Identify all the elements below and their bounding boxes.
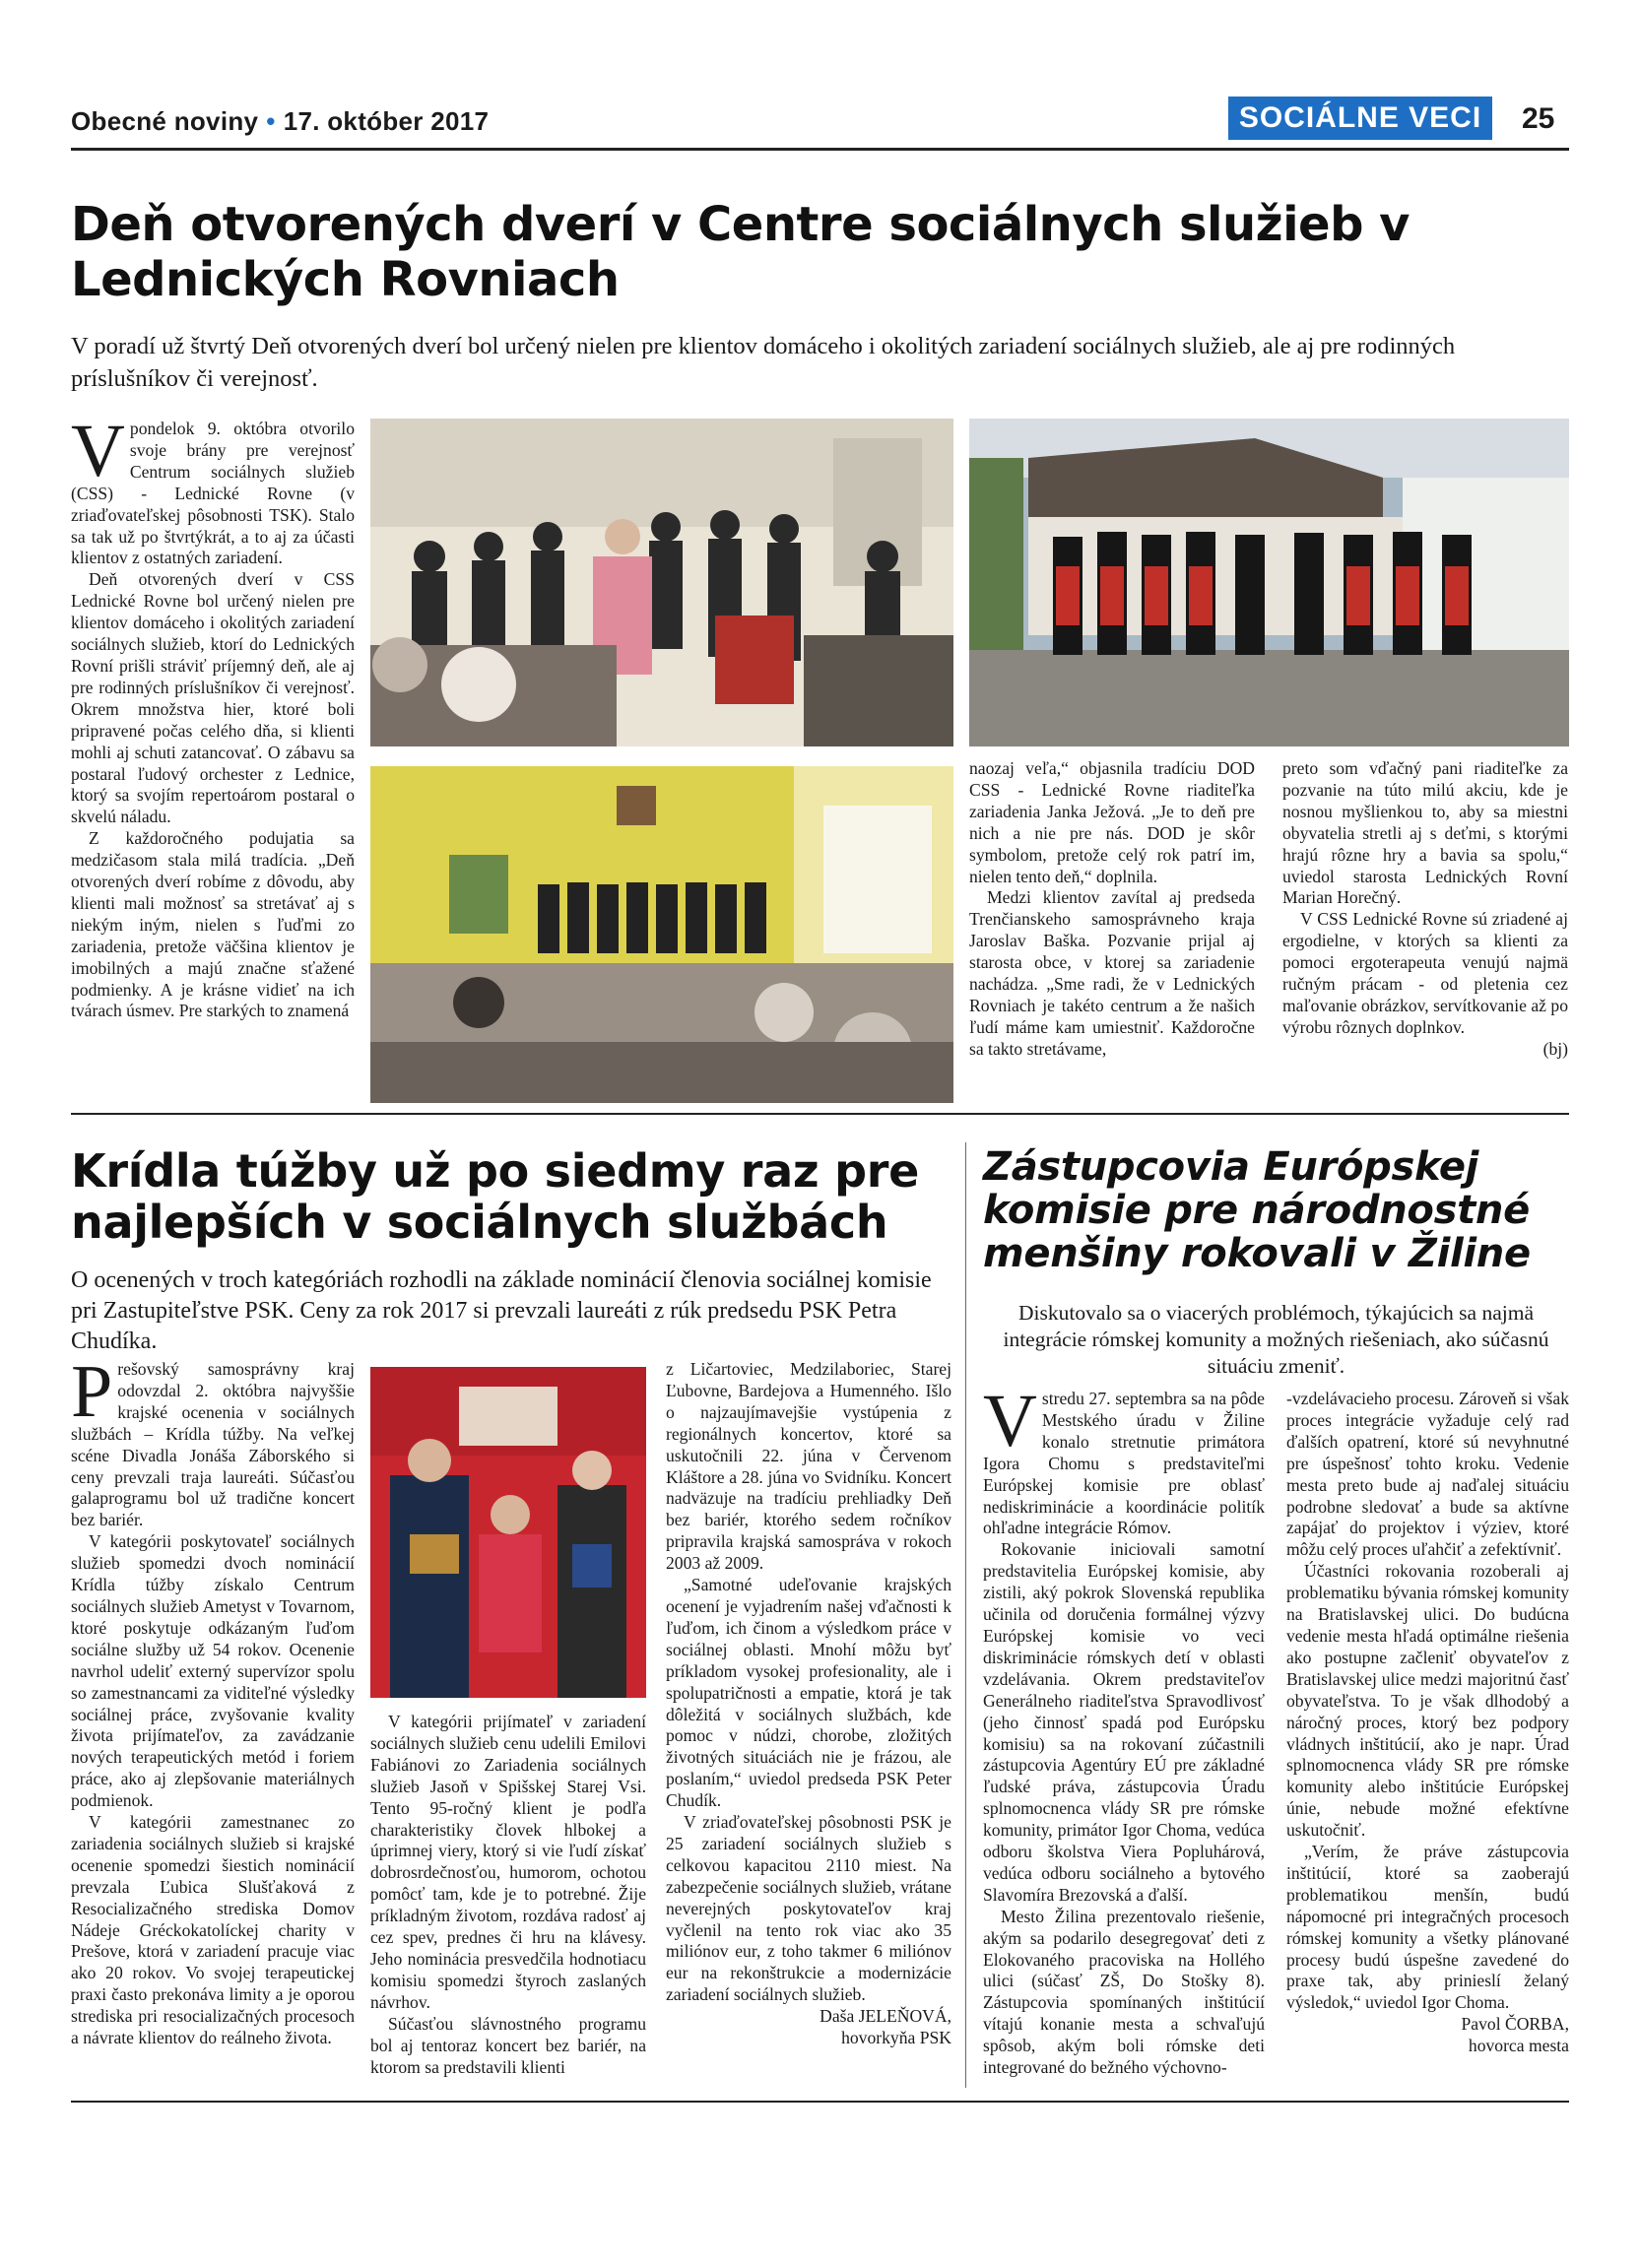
article2-signature-role: hovorkyňa PSK xyxy=(841,2028,951,2048)
article2-column-3 xyxy=(666,1359,951,2093)
article1-paragraph: Medzi klientov zavítal aj predseda Trenčianskeho samosprávneho kraja Jaroslav Baška. Pozvanie prijal aj starosta obce, v ktorej sa zariadenie nachádza. „Sme radi, že v Lednických Rovniach je takéto centrum a že našich ľudí máme kam umiestniť. Každoročne sa takto stretávame, xyxy=(969,887,1255,1059)
article2-paragraph: Súčasťou slávnostného programu bol aj tentoraz koncert bez bariér, na ktorom sa predstavili klienti xyxy=(370,2013,646,2077)
article1-paragraph: preto som vďačný pani riaditeľke za pozvanie na túto milú akciu, kde je nosnou myšlienkou to, aby sa miestni obyvatelia stretli aj s deťmi, s ktorými hrajú rôzne hry a bavia sa spolu,“ uviedol starosta Lednických Rovní Marian Horečný. xyxy=(1282,758,1568,908)
article3-lead: Diskutovalo sa o viacerých problémoch, týkajúcich sa najmä integrácie rómskej komunity a možných riešeniach, ako súčasnú situáciu zmeniť. xyxy=(1003,1301,1549,1378)
article3-signature-name: Pavol ČORBA, xyxy=(1461,2014,1569,2035)
article2-paragraph: V kategórii prijímateľ v zariadení sociálnych služieb cenu udelili Emilovi Fabiánovi zo Zariadenia sociálnych služieb Jasoň v Spišskej Starej Vsi. Tento 95-ročný klient je podľa charakteristiky človek hlbokej a úprimnej viery, ktorý si vie ľudí získať dobrosrdečnosťou, humorom, ochotou pomôcť tam, kde je to potrebné. Žije príkladným životom, rozdáva radosť aj cez spev, prednes či hru na klávesy. Jeho nominácia presvedčila hodnotiacu komisiu spomedzi štyroch zaslaných návrhov. xyxy=(370,1712,646,2012)
article2-paragraph: V zriaďovateľskej pôsobnosti PSK je 25 zariadení sociálnych služieb s celkovou kapacitou 2110 miest. Na zabezpečenie sociálnych služieb, vrátane neverejných poskytovateľov kraj vyčlenil na tento rok viac ako 35 miliónov eur, z toho takmer 6 miliónov eur na rekonštrukcie a modernizácie zariadení sociálnych služieb. xyxy=(666,1812,951,2005)
article3-column-1 xyxy=(983,1389,1265,2093)
article3-title: Zástupcovia Európskej komisie pre národnostné menšiny rokovali v Žiline xyxy=(983,1144,1531,1276)
article1-paragraph: Vpondelok 9. októbra otvorilo svoje brány pre verejnosť Centrum sociálnych služieb (CSS) - Lednické Rovne (v zriaďovateľskej pôsobnosti TSK). Stalo sa tak už po štvrtýkrát, a to aj za účasti klientov z ostatných zariadení. xyxy=(71,419,355,568)
page-number: 25 xyxy=(1522,102,1555,135)
article3-paragraph: Účastníci rokovania rozoberali aj problematiku bývania rómskej komunity na Bratislavskej ulici. Do budúcna vedenie mesta hľadá optimálne riešenia ako postupne začleniť obyvateľov z Bratislavskej ulice medzi majoritnú časť obyvateľstva. To je však dlhodobý a náročný proces, ktorý bez podpory vládnych inštitúcií, ako je napr. Úrad splnomocnenca vlády SR pre rómske komunity alebo inštitúcie Európskej únie, nebude možné efektívne uskutočniť. xyxy=(1286,1561,1569,1841)
article1-paragraph: naozaj veľa,“ objasnila tradíciu DOD CSS - Lednické Rovne riaditeľka zariadenia Janka Ježová. „Je to deň pre nich a nie pre nás. DOD je skôr symbolom, pretože celý rok patrí im, nielen tento deň,“ doplnila. xyxy=(969,758,1255,886)
dropcap: P xyxy=(71,1359,113,1433)
article1-paragraph: Deň otvorených dverí v CSS Lednické Rovne bol určený nielen pre klientov domáceho i okolitých zariadení sociálnych služieb, ktorí do Lednických Rovní prišli stráviť príjemný deň, ale aj pre rodinných príslušníkov či verejnosť. Okrem množstva hier, ktoré boli pripravené počas celého dňa, si klienti mohli aj schuti zatancovať. O zábavu sa postaral ľudový orchester z Lednice, ktorý sa svojím repertoárom postaral o skvelú náladu. xyxy=(71,569,355,827)
article3-signature-role: hovorca mesta xyxy=(1468,2036,1569,2056)
article1-column-3 xyxy=(1282,758,1568,1103)
folk-singers-indoor-photo xyxy=(370,419,953,746)
article2-title: Krídla túžby už po siedmy raz pre najlepších v sociálnych službách xyxy=(71,1144,920,1249)
article2-paragraph: „Samotné udeľovanie krajských ocenení je vyjadrením našej vďačnosti k ľuďom, ich činom a výsledkom práce v sociálnej oblasti. Mnohí môžu byť príkladom vysokej profesionality, ale i spolupatričnosti a empatie, ktorá je tak dôležitá v sociálnych službách, kde pomoc v núdzi, chorobe, zložitých životných situáciách nie je frázou, ale poslaním,“ uviedol predseda PSK Peter Chudík. xyxy=(666,1575,951,1811)
article2-lead: O ocenených v troch kategóriách rozhodli na základe nominácií členovia sociálnej komisie pri Zastupiteľstve PSK. Ceny za rok 2017 si prevzali laureáti z rúk predsedu PSK Petra Chudíka. xyxy=(71,1267,932,1354)
separator-dot: • xyxy=(266,106,276,136)
concert-hall-photo xyxy=(370,766,953,1103)
section-rule xyxy=(71,1113,1569,1115)
article3-paragraph: Vstredu 27. septembra sa na pôde Mestského úradu v Žiline konalo stretnutie primátora Igora Chomu s predstaviteľmi Európskej komisie pre oblasť nediskriminácie a koordinácie politík ohľadne integrácie Rómov. xyxy=(983,1389,1265,1538)
award-laureates-photo xyxy=(370,1367,646,1698)
issue-date: 17. október 2017 xyxy=(283,106,490,136)
article2-paragraph: Prešovský samosprávny kraj odovzdal 2. októbra najvyššie krajské ocenenia v sociálnych službách – Krídla túžby. Na veľkej scéne Divadla Jonáša Záborského si ceny prevzali traja laureáti. Súčasťou galaprogramu bol už tradične koncert bez bariér. xyxy=(71,1359,355,1530)
dropcap: V xyxy=(71,419,125,492)
article1-column-1 xyxy=(71,419,355,1103)
article2-signature-name: Daša JELEŇOVÁ, xyxy=(820,2006,951,2027)
article2-column-1 xyxy=(71,1359,355,2093)
article3-column-2 xyxy=(1286,1389,1569,2093)
article2-paragraph: V kategórii zamestnanec zo zariadenia sociálnych služieb si krajské ocenenie spomedzi šiestich nominácií prevzala Ľubica Slušťaková z Resocializačného strediska Domov Nádeje Gréckokatolíckej charity v Prešove, ktorá v zariadení pracuje viac ako 20 rokov. Vo svojej terapeutickej praxi často prekonáva limity a je oporou strediska pri resocializačných procesoch a návrate klientov do reálneho života. xyxy=(71,1812,355,2048)
article1-column-2 xyxy=(969,758,1255,1103)
article1-paragraph: Z každoročného podujatia sa medzičasom stala milá tradícia. „Deň otvorených dverí robíme z dôvodu, aby klienti mali možnosť sa stretávať aj s niekým iným, nielen s ľuďmi zo zariadenia, pretože väčšina klientov je imobilných a majú značne sťažené podmienky. A je krásne vidieť na ich tvárach úsmev. Pre starkých to znamená xyxy=(71,828,355,1021)
article1-lead: V poradí už štvrtý Deň otvorených dverí bol určený nielen pre klientov domáceho i okolitých zariadení sociálnych služieb, ale aj pre rodinných príslušníkov či verejnosť. xyxy=(71,333,1456,392)
header-rule xyxy=(71,148,1569,151)
article1-paragraph: V CSS Lednické Rovne sú zriadené aj ergodielne, v ktorých sa klienti za pomoci ergoterapeuta venujú najmä ručným prácam - od pletenia cez maľovanie obrázkov, servítkovanie až po výrobu rôznych doplnkov. xyxy=(1282,909,1568,1037)
photo-caption-column xyxy=(370,1712,646,2096)
article2-paragraph: z Ličartoviec, Medzilaboriec, Starej Ľubovne, Bardejova a Humenného. Išlo o najzaujímavejšie vystúpenia z regionálnych koncertov, ktoré sa uskutočnili 22. júna v Červenom Kláštore a 28. júna vo Svidníku. Koncert nadväzuje na tradíciu prehliadky Deň bez bariér, ktorého sedem ročníkov pripravila krajská samospráva v rokoch 2003 až 2009. xyxy=(666,1359,951,1574)
article1-title: Deň otvorených dverí v Centre sociálnych služieb v Lednických Rovniach xyxy=(71,197,1410,307)
footer-rule xyxy=(71,2101,1569,2103)
article3-paragraph: „Verím, že práve zástupcovia inštitúcií, ktoré sa zaoberajú problematikou menšín, budú nápomocné pri integračných procesoch rómskej komunity a všetky plánované procesy budú úspešne zavedené do praxe tak, aby prinieslí želaný výsledok,“ uviedol Igor Choma. xyxy=(1286,1842,1569,2013)
masthead xyxy=(71,106,489,137)
article2-paragraph: V kategórii poskytovateľ sociálnych služieb spomedzi dvoch nominácií Krídla túžby získalo Centrum sociálnych služieb Ametyst v Tovarnom, ktoré poskytuje odkázaným ľuďom sociálne služby už 54 rokov. Ocenenie navrhol udeliť externý supervízor spolu so zamestnancami za viditeľné výsledky sociálnej práce, zvyšovanie kvality života prijímateľov, za zavádzanie nových terapeutických metód i foriem práce, ako aj zlepšovanie materiálnych podmienok. xyxy=(71,1531,355,1811)
article1-signature: (bj) xyxy=(1542,1038,1568,1059)
article3-paragraph: -vzdelávacieho procesu. Zároveň si však proces integrácie vyžaduje celý rad ďalších opatrení, ktoré sú nevyhnutné pre úspešnosť tohto kroku. Vedenie mesta preto bude aj naďalej situáciu podrobne sledovať a bude sa aktívne zapájať do projektov i výziev, ktoré môžu celý proces uľahčiť a zefektívniť. xyxy=(1286,1389,1569,1560)
column-divider xyxy=(965,1142,966,2088)
section-badge: SOCIÁLNE VECI xyxy=(1228,97,1492,140)
dropcap: V xyxy=(983,1389,1037,1462)
folk-singers-outdoor-photo xyxy=(969,419,1569,746)
article3-paragraph: Rokovanie iniciovali samotní predstavitelia Európskej komisie, aby zistili, aký pokrok Slovenská republika učinila od doručenia formálnej výzvy Európskej komisie vo veci diskriminácie rómskych detí v oblasti vzdelávania. Okrem predstaviteľov Generálneho riaditeľstva Spravodlivosť (jeho činnosť spadá pod Európsku komisiu) sa na rokovaní zúčastnili zástupcovia Agentúry EÚ pre základné ľudské práva, zástupcovia Úradu splnomocnenca vlády SR pre rómske komunity, primátor Igor Choma, vedúca odboru školstva Viera Popluhárová, vedúca odboru sociálneho a bytového Slavomíra Brezovská a ďalší. xyxy=(983,1539,1265,1905)
article3-paragraph: Mesto Žilina prezentovalo riešenie, akým sa podarilo desegregovať deti z Elokovaného pracoviska na Hollého ulici (súčasť ZŠ, Do Stošky 8). Zástupcovia spomínaných inštitúcií vítajú konanie mesta a schvaľujú spôsob, akým boli rómske deti integrované do bežného výchovno- xyxy=(983,1906,1265,2078)
paper-name: Obecné noviny xyxy=(71,106,259,136)
